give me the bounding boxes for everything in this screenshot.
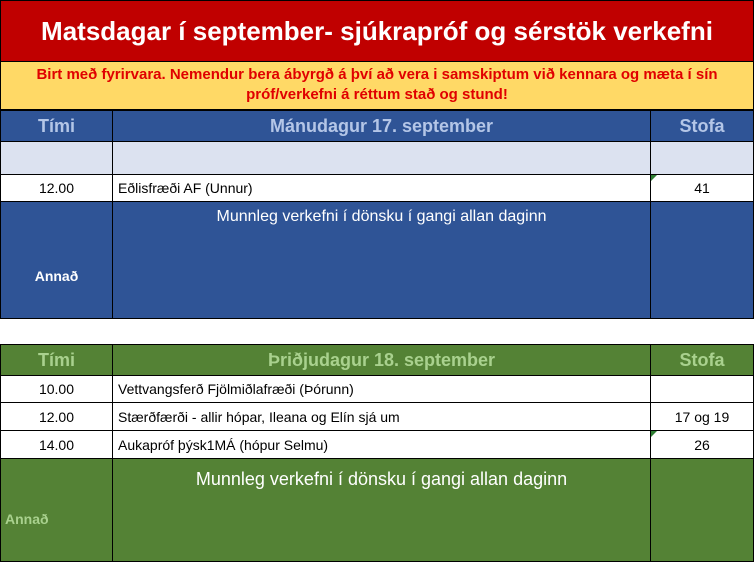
cell-comment-marker-icon	[651, 431, 657, 437]
tuesday-row-1-subject: Vettvangsferð Fjölmiðlafræði (Þórunn)	[112, 375, 651, 403]
tuesday-header-time: Tími	[0, 344, 113, 376]
tuesday-row-1-time: 10.00	[0, 375, 113, 403]
tuesday-header-room: Stofa	[650, 344, 754, 376]
tuesday-row-3-subject: Aukapróf þýsk1MÁ (hópur Selmu)	[112, 430, 651, 459]
monday-other-room-cell	[650, 201, 754, 319]
monday-other-label: Annað	[0, 201, 113, 319]
disclaimer-line-1: Birt með fyrirvara. Nemendur bera ábyrgð á því að vera i samskiptum við kennara og mæta í sín	[36, 66, 718, 83]
page-title: Matsdagar í september- sjúkrapróf og sérstök verkefni	[0, 0, 754, 62]
monday-row-room: 41	[650, 174, 754, 202]
monday-row-time: 12.00	[0, 174, 113, 202]
monday-row-subject: Eðlisfræði AF (Unnur)	[112, 174, 651, 202]
monday-header-time: Tími	[0, 110, 113, 142]
tuesday-row-2-subject: Stærðfærði - allir hópar, Ileana og Elín sjá um	[112, 402, 651, 431]
tuesday-other-room-cell	[650, 458, 754, 562]
disclaimer-line-2: próf/verkefni á réttum stað og stund!	[246, 86, 508, 103]
tuesday-row-3-time: 14.00	[0, 430, 113, 459]
monday-blank-subject-cell	[112, 141, 651, 175]
monday-blank-room-cell	[650, 141, 754, 175]
monday-other-text: Munnleg verkefni í dönsku í gangi allan daginn	[112, 201, 651, 319]
monday-header-day: Mánudagur 17. september	[112, 110, 651, 142]
tuesday-row-3-room: 26	[650, 430, 754, 459]
tuesday-row-2-room: 17 og 19	[650, 402, 754, 431]
tuesday-row-1-room	[650, 375, 754, 403]
monday-header-room: Stofa	[650, 110, 754, 142]
tuesday-header-day: Þriðjudagur 18. september	[112, 344, 651, 376]
monday-blank-time-cell	[0, 141, 113, 175]
tuesday-row-2-time: 12.00	[0, 402, 113, 431]
disclaimer-banner	[0, 62, 754, 110]
tuesday-other-label: Annað	[0, 458, 113, 562]
cell-comment-marker-icon	[651, 175, 657, 181]
tuesday-other-text: Munnleg verkefni í dönsku í gangi allan daginn	[112, 458, 651, 562]
